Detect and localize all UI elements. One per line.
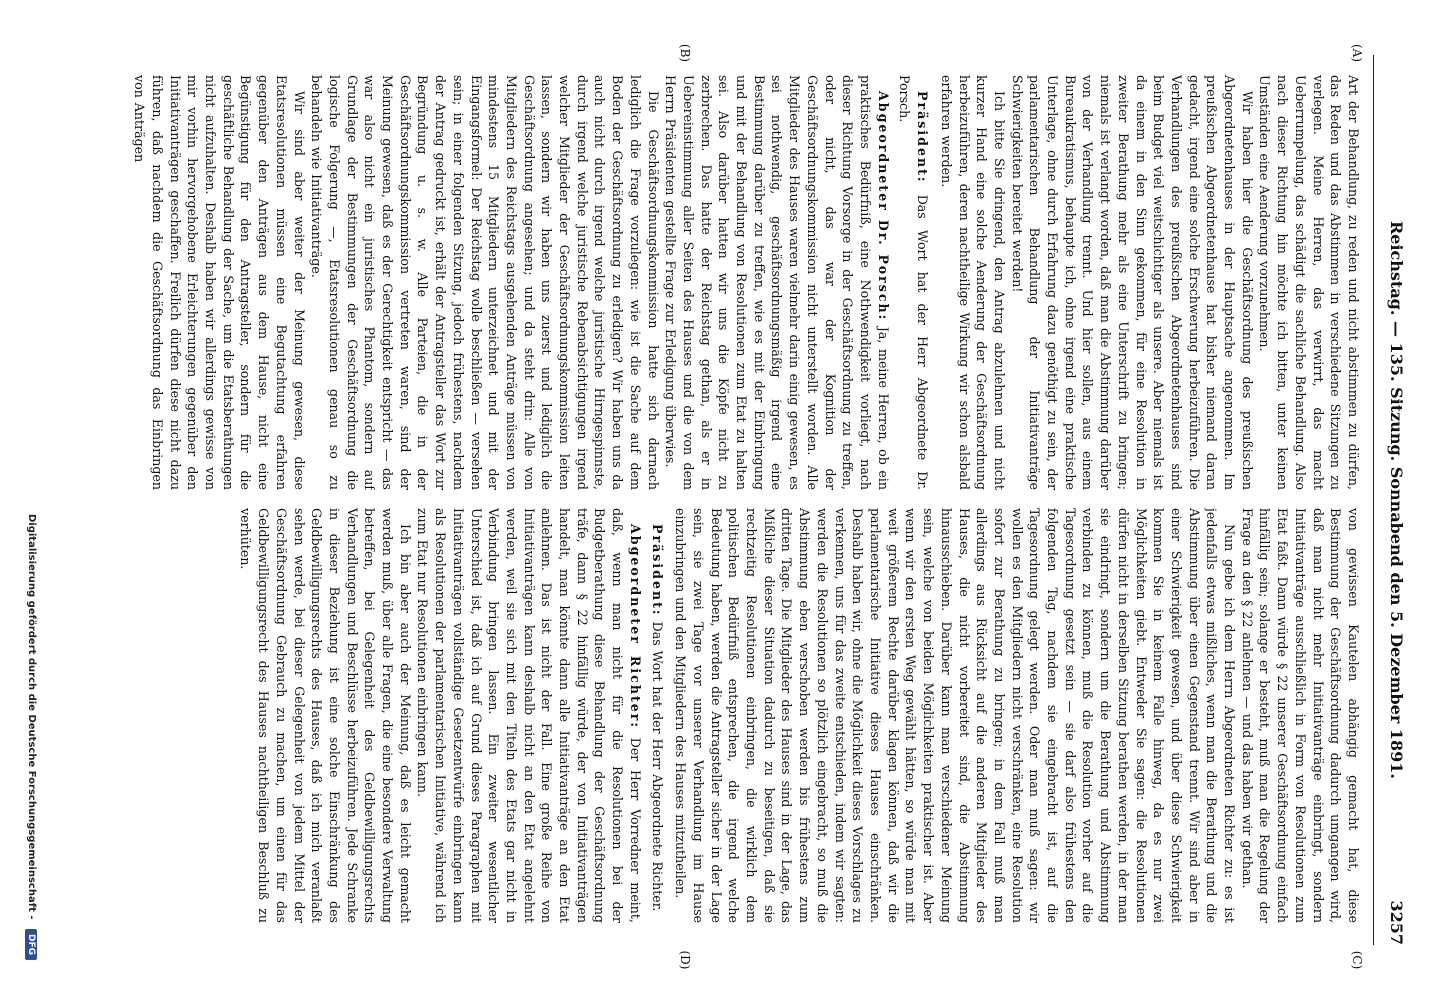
paragraph: Wir sind aber weiter der Meinung gewesen, diese Etatsresolutionen müssen eine Begutachtung erfahren gegenüber den Anträgen aus dem Hause, nicht eine Begünstigung für den Antragsteller, sondern für die geschäftliche Behandlung der Sache, um die Etatsberathungen nicht aufzuhalten. Deshalb haben wir allerdings gewisse von mir vorhin hervorgehobene Erleichterungen gegenüber den Initiativanträgen geschaffen. Freilich dürfen diese nicht dazu führen, daß nachdem die Geschäftsordnung das Einbringen von Anträgen <box>132 75 307 490</box>
left-column <box>72 75 1362 490</box>
credit-text: Digitalisierung gefördert durch die Deutsche Forschungsgemeinschaft - <box>26 513 37 920</box>
dfg-logo: DFG <box>25 929 37 960</box>
margin-marker-b: (B) <box>678 43 692 63</box>
paragraph: von gewissen Kautelen abhängig gemacht hat, diese Bestimmung der Geschäftsordnung dadurch umgangen wird, daß man nicht mehr Initiativanträge einbringt, sondern Initiativanträge ausschließlich in Form von Resolutionen zum Etat faßt. Dann würde § 22 unserer Geschäftsordnung einfach hinfällig sein; solange er besteht, muß man die Regelung der Frage an den § 22 anlehnen — und das haben wir gethan. <box>1239 508 1361 923</box>
paragraph: Nun gebe ich dem Herrn Abgeordneten Richter zu: es ist jedenfalls etwas mißliches, wenn man die Berathung und die Abstimmung über einen Gegenstand trennt. Wir sind aber in einer Schwierigkeit gewesen, und über diese Schwierigkeit kommen Sie in keinem Falle hinweg, da es nur zwei Möglichkeiten giebt. Entweder Sie sagen: die Resolutionen dürfen nicht in derselben Sitzung berathen werden, in der man sie eindringt, sondern um die Berathung und Abstimmung verbinden zu können, muß die Resolution vorher auf die Tagesordnung gesetzt sein — sie darf also frühestens den folgenden Tag, nachdem sie eingebracht ist, auf die Tagesordnung gelegt werden. Oder man muß sagen: wir wollen es den Mitgliedern nicht verschränken, eine Resolution sofort zur Berathung zu bringen; in dem Fall muß man allerdings aus Rücksicht auf die anderen Mitglieder des Hauses, die nicht vorbereitet sind, die Abstimmung hinausschieben. Darüber kann man verschiedener Meinung sein, welche von beiden Möglichkeiten praktischer ist. Aber wenn wir den ersten Weg gewählt hätten, so würde man mit weit größerem Rechte darüber klagen können, daß wir die parlamentarische Initiative dieses Hauses einschränken. Deshalb haben wir, ohne die Möglichkeit dieses Vorschlages zu verkennen, uns für das zweite entschieden, indem wir sagten: werden die Resolutionen so plötzlich eingebracht, so muß die Abstimmung eben verschoben werden bis frühestens zum dritten Tage. Die Mitglieder des Hauses sind in der Lage, das Mißliche dieser Situation dadurch zu beseitigen, daß sie rechtzeitig Resolutionen einbringen, die wirklich dem politischen Bedürfniß entsprechen, die irgend welche Bedeutung haben, werden die Antragsteller sicher in der Lage sein, sie zwei Tage vor unserer Verhandlung im Hause einzubringen und den Mitgliedern des Hauses mitzutheilen. <box>673 508 1238 923</box>
margin-marker-d: (D) <box>678 950 692 970</box>
paragraph: Die Geschäftsordnungskommission hatte sich darnach lediglich die Frage vorzulegen: wie ist die Sache auf dem Boden der Geschäftsordnung zu erledigen? Wir haben uns da auch nicht durch irgend welche juristische Hirngespinnste, durch irgend welche juristische Rebenabsichtigungen irgend welcher Mitglieder der Geschäftsordnungskommission leiten lassen, sondern wir haben uns zuerst und lediglich die Geschäftsordnung angesehen; und da steht drin: Alle von Mitgliedern des Reichstags ausgehenden Anträge müssen von mindestens 15 Mitgliedern unterzeichnet und mit der Eingangsformel: Der Reichstag wolle beschließen — versehen sein; in einer folgenden Sitzung, jedoch frühestens, nachdem der Antrag gedruckt ist, erhält der Antragsteller das Wort zur Begründung u. s. w. Alle Parteien, die in der Geschäftsordnungskommission vertreten waren, sind der Meinung gewesen, daß es der Gerechtigkeit entspricht — das war also nicht ein juristisches Phantom, sondern auf Grundlage der Bestimmungen der Geschäftsordnung die logische Folgerung —, Etatsresolutionen genau so zu behandeln wie Initiativanträge. <box>309 75 661 490</box>
margin-marker-a: (A) <box>1350 43 1364 63</box>
paragraph: Ich bitte Sie dringend, den Antrag abzulehnen und nicht kurzer Hand eine solche Aenderung der Geschäftsordnung herbeizuführen, deren nachtheilige Wirkung wir schon alsbald erfahren werden. <box>938 75 1007 490</box>
paragraph: Wir haben hier die Geschäftsordnung des preußischen Abgeordnetenhauses in der Hauptsache angenommen. Im preußischen Abgeordnetenhause hat bisher niemand daran gedacht, irgend eine solche Erschwerung herbeizuführen. Die Verhandlungen des preußischen Abgeordnetenhauses sind beim Budget viel weitschichtiger als unsere. Aber niemals ist da einem in den Sinn gekommen, für eine Resolution in zweiter Berathung mehr als eine Unterschrift zu bringen; niemals ist verlangt worden, daß man die Abstimmung darüber von der Verhandlung trennt. Und hier sollen, aus einem Bureaukratismus, behaupte ich, ohne irgend eine praktische Unterlage, ohne durch Erfahrung dazu genöthigt zu sein, der parlamentarischen Behandlung der Initiativanträge Schwierigkeiten bereitet werden! <box>1009 75 1255 490</box>
speaker-label: Abgeordneter Richter: <box>627 524 643 730</box>
president-statement <box>648 508 666 923</box>
speaker-label: Abgeordneter Dr. Porsch: <box>875 91 891 322</box>
header-rule <box>1373 55 1374 945</box>
digitization-credit <box>15 300 37 960</box>
paragraph: Art der Behandlung, zu reden und nicht abstimmen zu dürfen, das Reden und das Abstimmen in verschiedene Sitzungen zu verlegen. Meine Herren, das verwirrt, das macht Ueberrumpelung, das schädigt die sachliche Behandlung. Also nach dieser Richtung hin möchte ich bitten, unter keinen Umständen eine Aenderung vorzunehmen. <box>1257 75 1361 490</box>
president-statement <box>896 75 931 490</box>
speaker-label: Präsident: <box>915 91 931 184</box>
paragraph: Ich bin aber auch der Meinung, daß es leicht gemacht werden muß, über alle Fragen, die eine besondere Verwaltung betreffen, bei Gelegenheit des Geldbewilligungsrechts Verhandlungen und Beschlüsse herbeizuführen. Jede Schranke in dieser Beziehung ist eine solche Einschränkung des Geldbewilligungsrechts des Hauses, daß ich mich veranlaßt sehen werde, bei dieser Gelegenheit von jedem Mittel der Geschäftsordnung Gebrauch zu machen, um einen für das Geldbewilligungsrecht des Hauses nachtheiligen Beschluß zu verhüten. <box>238 508 413 923</box>
statement-text: Das Wort hat der Herr Abgeordnete Dr. Porsch. <box>897 75 931 490</box>
page-number: 3257 <box>1387 900 1406 945</box>
statement-text: Das Wort hat der Herr Abgeordnete Richter. <box>649 621 665 912</box>
speech-text: Ja, meine Herren, ob ein praktisches Bedürfniß, eine Nothwendigkeit vorliegt, nach dieser Richtung Vorsorge in der Geschäftsordnung zu treffen, oder nicht, das war der Kognition der Geschäftsordnungskommission nicht unterstellt worden. Alle Mitglieder des Hauses waren vielmehr darin einig gewesen, es sei nothwendig, geschäftsordnungsmäßig irgend eine Bestimmung darüber zu treffen, wie es mit der Einbringung und mit der Behandlung von Resolutionen zum Etat zu halten sei. Also darüber hatten wir uns die Köpfe nicht zu zerbrechen. Das hatte der Reichstag gethan, als er in Uebereinstimmung aller Seiten des Hauses und die von dem Herrn Präsidenten gestellte Frage zur Erledigung überwies. <box>663 75 891 490</box>
speech-paragraph <box>662 75 892 490</box>
header-title: Reichstag. — 135. Sitzung. Sonnabend den 5. Dezember 1891. <box>1387 220 1406 779</box>
speech-paragraph <box>414 508 644 923</box>
margin-marker-c: (C) <box>1350 950 1364 970</box>
right-column <box>72 508 1362 923</box>
speech-text: Der Herr Vorredner meint, daß, wenn man nicht für die Resolutionen bei der Budgetberathung diese Behandlung der Geschäftsordnung träfe, dann § 22 hinfällig würde, der von Initiativanträgen handelt, man könnte dann alle Initiativanträge an den Etat anlehnen. Das ist nicht der Fall. Eine große Reihe von Initiativanträgen kann deshalb nicht an den Etat angelehnt werden, weil sie sich mit den Titeln des Etats gar nicht in Verbindung bringen lassen. Ein zweiter wesentlicher Unterschied ist, daß ich auf Grund dieses Paragraphen mit Initiativanträgen vollständige Gesetzentwürfe einbringen kann als Resolutionen der parlamentarischen Initiative, während ich zum Etat nur Resolutionen einbringen kann. <box>415 508 643 923</box>
speaker-label: Präsident: <box>649 524 665 617</box>
running-head <box>1378 55 1412 945</box>
